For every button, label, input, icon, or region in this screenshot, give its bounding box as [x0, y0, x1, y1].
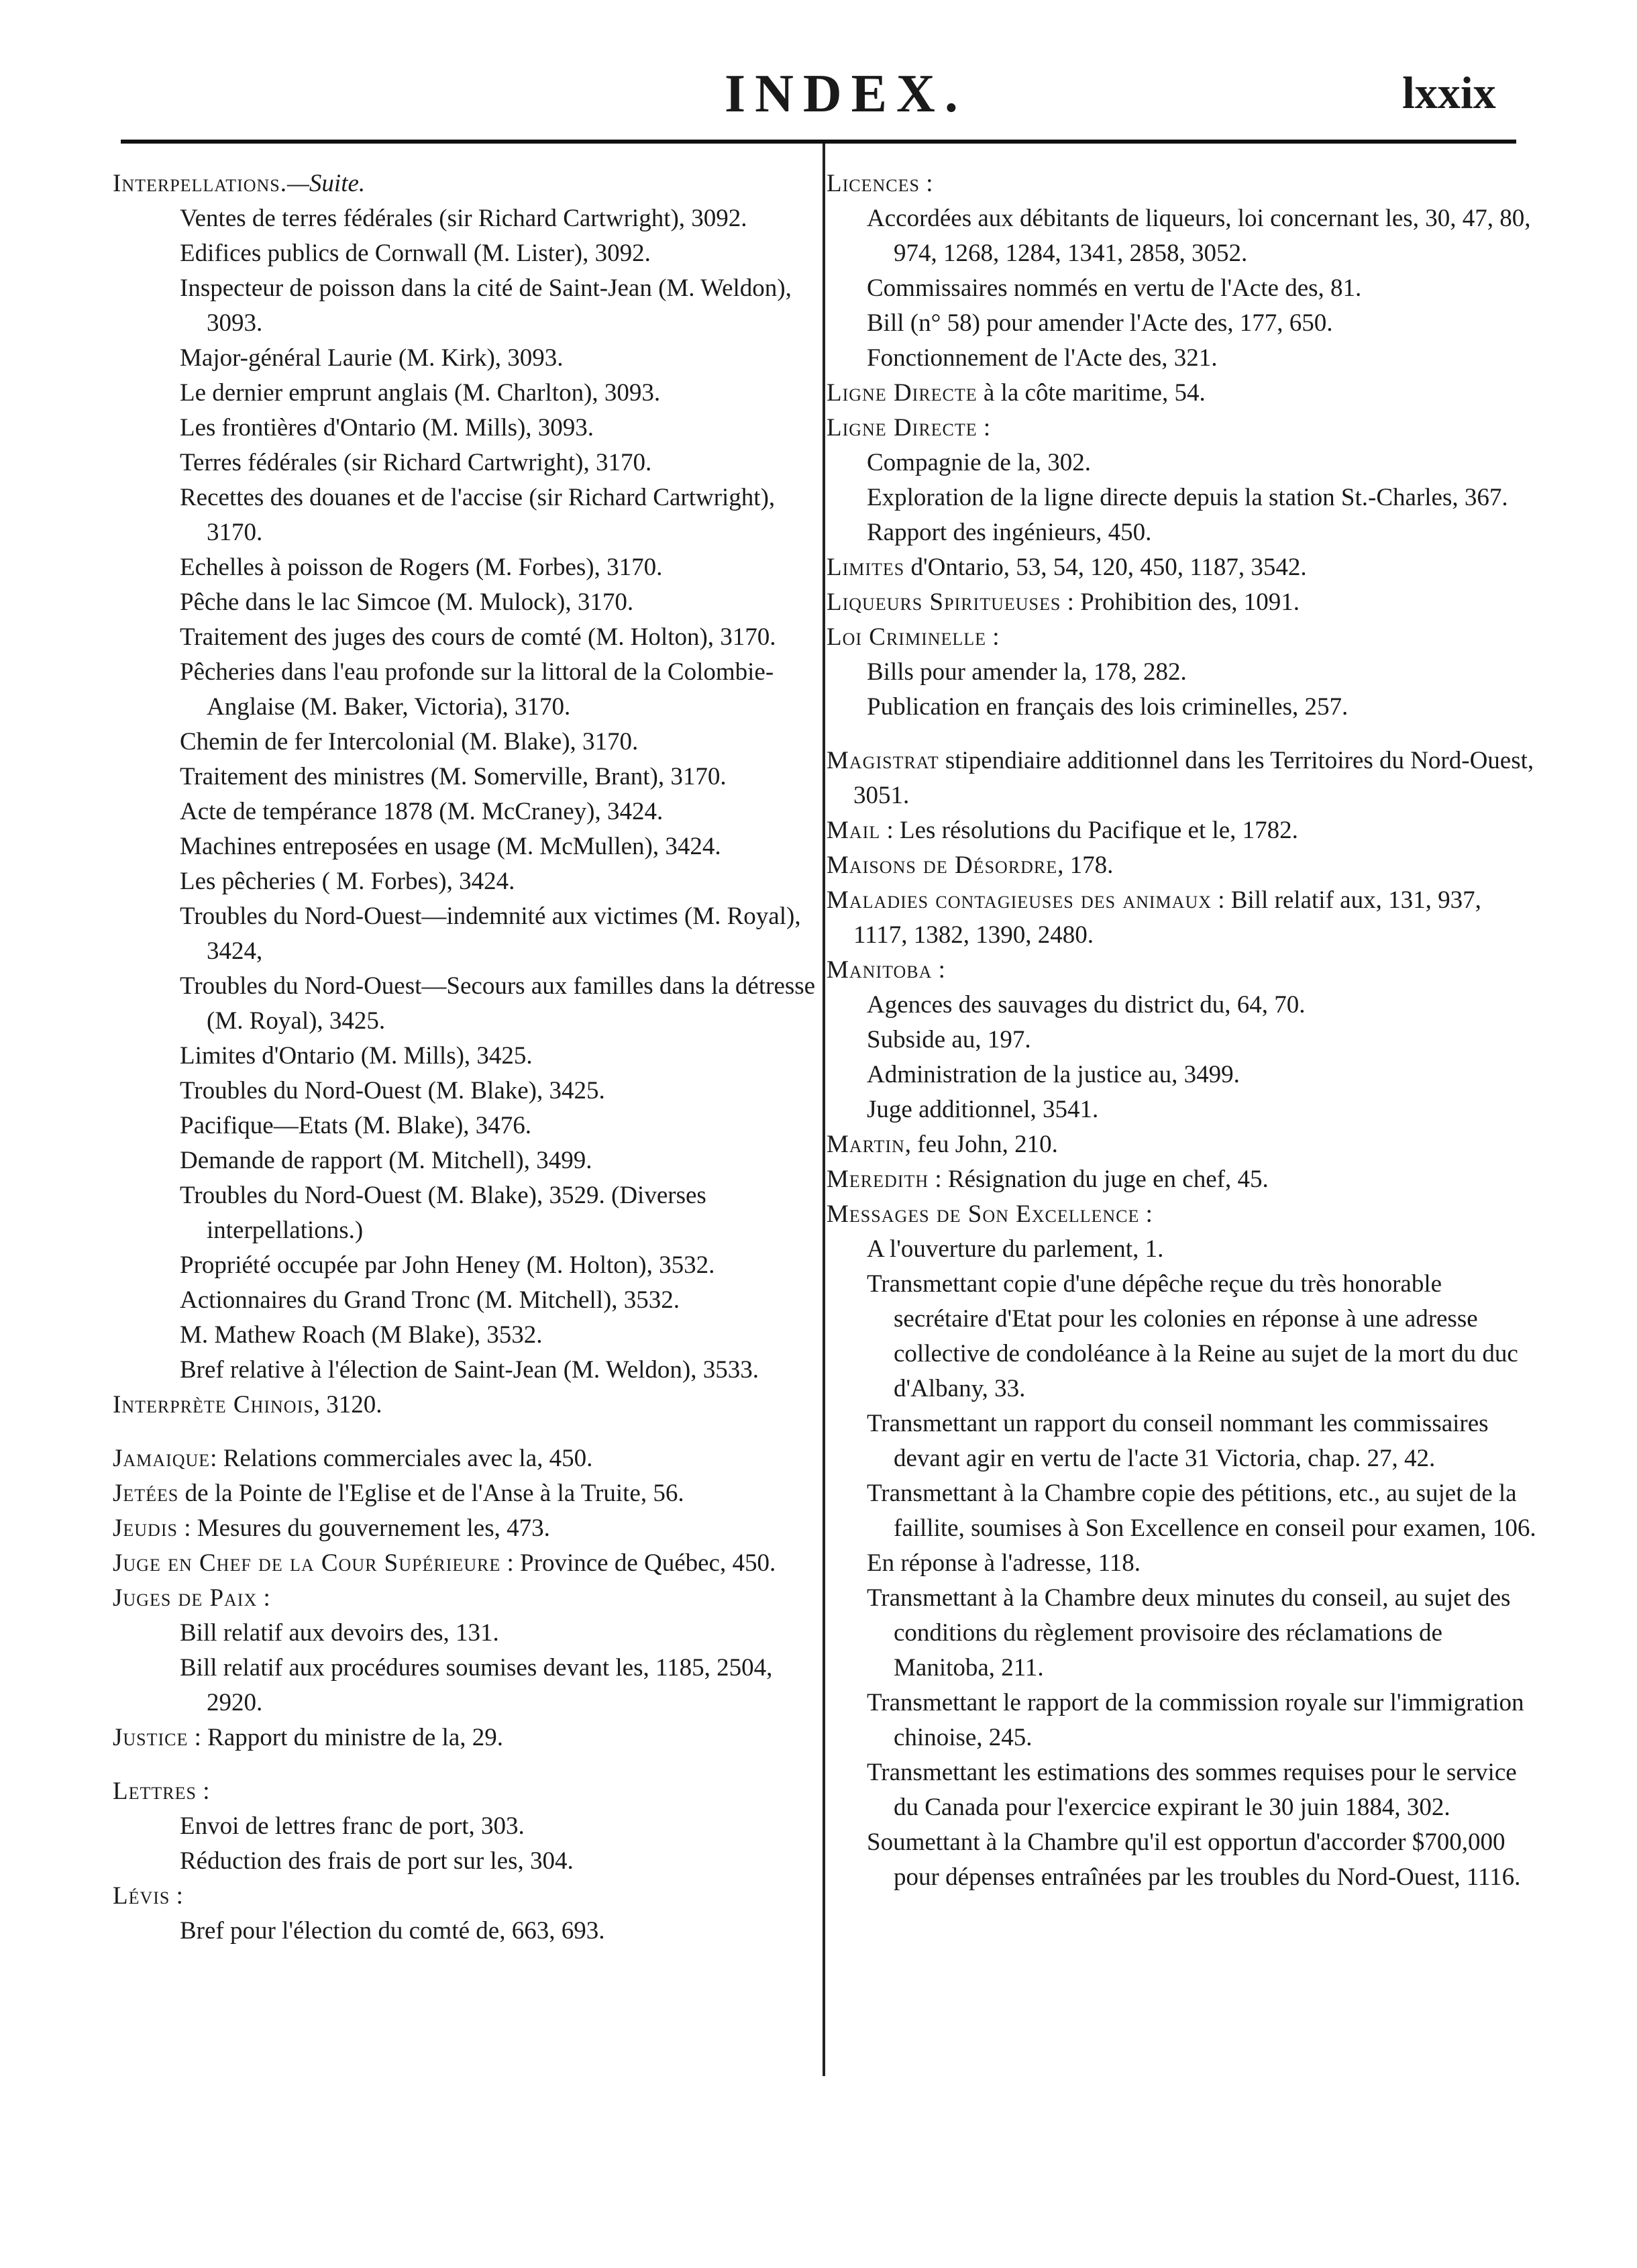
index-entry: [113, 1720, 817, 1755]
index-entry: [113, 1546, 817, 1581]
index-subentry: Réduction des frais de port sur les, 304.: [180, 1847, 574, 1875]
index-subentry: Acte de tempérance 1878 (M. McCraney), 3424.: [180, 798, 664, 825]
index-column-right: [827, 166, 1538, 1895]
entry-heading: Justice: [113, 1724, 189, 1751]
index-subentry: Traitement des juges des cours de comté (M. Holton), 3170.: [180, 623, 776, 651]
entry-text: stipendiaire additionnel dans les Territoires du Nord-Ouest, 3051.: [853, 747, 1534, 809]
entry-text: :: [977, 414, 991, 442]
entry-text: de la Pointe de l'Eglise et de l'Anse à la Truite, 56.: [178, 1480, 684, 1507]
index-entry: [827, 1127, 1538, 1162]
index-subentry: Soumettant à la Chambre qu'il est opportun d'accorder $700,000 pour dépenses entraînées par les troubles du Nord-Ouest, 1116.: [867, 1828, 1521, 1891]
index-subentry: Transmettant à la Chambre deux minutes du conseil, au sujet des conditions du règlement provisoire des réclamations de Manitoba, 211.: [867, 1584, 1511, 1682]
entry-text: , 178.: [1057, 852, 1114, 879]
index-subentry: Le dernier emprunt anglais (M. Charlton), 3093.: [180, 379, 661, 407]
index-subentry: Edifices publics de Cornwall (M. Lister), 3092.: [180, 240, 651, 267]
index-entry: [827, 376, 1538, 411]
entry-text: :: [257, 1584, 270, 1612]
entry-text: :: [932, 956, 945, 984]
index-entry: [113, 1388, 817, 1423]
index-subentry: M. Mathew Roach (M Blake), 3532.: [180, 1321, 543, 1349]
entry-text: :: [196, 1777, 210, 1805]
entry-heading: Lettres: [113, 1777, 197, 1805]
index-subentry: Troubles du Nord-Ouest—indemnité aux victimes (M. Royal), 3424,: [180, 903, 801, 965]
index-subentry: Pêche dans le lac Simcoe (M. Mulock), 3170.: [180, 588, 634, 616]
index-subentry: Machines entreposées en usage (M. McMullen), 3424.: [180, 833, 721, 860]
entry-heading: Ligne Directe: [827, 414, 978, 442]
index-entry: [113, 1581, 817, 1616]
index-entry: [113, 1476, 817, 1511]
entry-heading: Magistrat: [827, 747, 939, 774]
index-entry: [113, 1879, 817, 1914]
index-subentry: Troubles du Nord-Ouest (M. Blake), 3529. (Diverses interpellations.): [180, 1182, 706, 1244]
index-subentry: Propriété occupée par John Heney (M. Holton), 3532.: [180, 1251, 715, 1279]
entry-heading: Jetées: [113, 1480, 179, 1507]
index-subentry: Demande de rapport (M. Mitchell), 3499.: [180, 1147, 592, 1174]
entry-text: : Province de Québec, 450.: [500, 1549, 776, 1577]
entry-heading: Juge en Chef de la Cour Supérieure: [113, 1549, 501, 1577]
entry-text: , feu John, 210.: [904, 1131, 1058, 1158]
entry-heading: Interpellations.: [113, 170, 288, 197]
index-entry: [113, 166, 817, 201]
index-subentry: Juge additionnel, 3541.: [867, 1096, 1099, 1123]
page-title: INDEX.: [725, 64, 967, 123]
index-subentry: Administration de la justice au, 3499.: [867, 1061, 1240, 1088]
entry-heading: Maladies contagieuses des animaux: [827, 886, 1212, 914]
index-subentry: Envoi de lettres franc de port, 303.: [180, 1812, 525, 1840]
entry-continuation: —Suite.: [287, 170, 366, 197]
index-subentry: Les pêcheries ( M. Forbes), 3424.: [180, 868, 515, 895]
index-entry: [827, 166, 1538, 201]
index-subentry: Transmettant les estimations des sommes requises pour le service du Canada pour l'exercice expirant le 30 juin 1884, 302.: [867, 1759, 1517, 1821]
index-subentry: Ventes de terres fédérales (sir Richard Cartwright), 3092.: [180, 205, 747, 232]
entry-heading: Manitoba: [827, 956, 933, 984]
entry-heading: Lévis: [113, 1882, 170, 1910]
column-divider: [823, 144, 825, 2076]
index-subentry: Pacifique—Etats (M. Blake), 3476.: [180, 1112, 532, 1139]
index-entry: [827, 883, 1538, 953]
entry-text: :: [986, 623, 1000, 651]
entry-heading: Loi Criminelle: [827, 623, 987, 651]
entry-text: : Les résolutions du Pacifique et le, 1782.: [880, 817, 1298, 844]
entry-heading: Limites: [827, 554, 905, 581]
entry-heading: Licences: [827, 170, 920, 197]
entry-text: :: [919, 170, 933, 197]
entry-heading: Ligne Directe: [827, 379, 978, 407]
index-subentry: Compagnie de la, 302.: [867, 449, 1091, 476]
index-subentry: Bref pour l'élection du comté de, 663, 693.: [180, 1917, 605, 1945]
index-entry: [827, 813, 1538, 848]
index-subentry: Commissaires nommés en vertu de l'Acte des, 81.: [867, 274, 1362, 302]
index-subentry: Echelles à poisson de Rogers (M. Forbes), 3170.: [180, 554, 663, 581]
index-subentry: Pêcheries dans l'eau profonde sur la littoral de la Colombie-Anglaise (M. Baker, Victoria), 3170.: [180, 658, 774, 721]
entry-heading: Mail: [827, 817, 881, 844]
index-entry: [827, 411, 1538, 446]
entry-text: : Prohibition des, 1091.: [1061, 588, 1300, 616]
index-subentry: Bills pour amender la, 178, 282.: [867, 658, 1187, 686]
index-entry: [827, 1197, 1538, 1232]
header-rule: [121, 140, 1516, 144]
entry-heading: Jamaique: [113, 1445, 211, 1472]
index-entry: [827, 743, 1538, 813]
index-subentry: Bill (n° 58) pour amender l'Acte des, 177, 650.: [867, 309, 1333, 337]
index-entry: [113, 1441, 817, 1476]
index-subentry: Transmettant un rapport du conseil nommant les commissaires devant agir en vertu de l'acte 31 Victoria, chap. 27, 42.: [867, 1410, 1489, 1472]
index-entry: [113, 1511, 817, 1546]
index-subentry: Accordées aux débitants de liqueurs, loi concernant les, 30, 47, 80, 974, 1268, 1284, 1341, 2858, 3052.: [867, 205, 1531, 267]
index-subentry: A l'ouverture du parlement, 1.: [867, 1235, 1164, 1263]
index-entry: [827, 848, 1538, 883]
index-entry: [113, 1774, 817, 1809]
entry-text: à la côte maritime, 54.: [977, 379, 1206, 407]
page-header: [0, 0, 1637, 134]
entry-heading: Liqueurs Spiritueuses: [827, 588, 1061, 616]
entry-heading: Messages de Son Excellence: [827, 1200, 1140, 1228]
index-subentry: Subside au, 197.: [867, 1026, 1031, 1053]
entry-heading: Interprète Chinois: [113, 1391, 314, 1419]
entry-text: d'Ontario, 53, 54, 120, 450, 1187, 3542.: [904, 554, 1307, 581]
index-subentry: Bref relative à l'élection de Saint-Jean (M. Weldon), 3533.: [180, 1356, 759, 1384]
entry-heading: Meredith: [827, 1166, 929, 1193]
index-entry: [827, 620, 1538, 655]
index-subentry: Transmettant à la Chambre copie des pétitions, etc., au sujet de la faillite, soumises à Son Excellence en conseil pour examen, 106.: [867, 1480, 1536, 1542]
entry-text: : Résignation du juge en chef, 45.: [929, 1166, 1269, 1193]
index-subentry: Agences des sauvages du district du, 64, 70.: [867, 991, 1306, 1019]
entry-text: :: [170, 1882, 183, 1910]
entry-text: : Rapport du ministre de la, 29.: [188, 1724, 504, 1751]
index-subentry: Exploration de la ligne directe depuis la station St.-Charles, 367.: [867, 484, 1508, 511]
index-subentry: Recettes des douanes et de l'accise (sir Richard Cartwright), 3170.: [180, 484, 776, 546]
index-column-left: [113, 166, 817, 1949]
page-number: lxxix: [1402, 67, 1496, 118]
index-subentry: Troubles du Nord-Ouest (M. Blake), 3425.: [180, 1077, 605, 1104]
index-entry: [827, 550, 1538, 585]
index-subentry: Traitement des ministres (M. Somerville, Brant), 3170.: [180, 763, 727, 790]
index-entry: [827, 1162, 1538, 1197]
entry-heading: Maisons de Désordre: [827, 852, 1058, 879]
index-subentry: Rapport des ingénieurs, 450.: [867, 519, 1152, 546]
index-subentry: Bill relatif aux devoirs des, 131.: [180, 1619, 499, 1647]
index-subentry: Chemin de fer Intercolonial (M. Blake), 3170.: [180, 728, 639, 756]
entry-text: : Relations commerciales avec la, 450.: [210, 1445, 593, 1472]
index-subentry: Troubles du Nord-Ouest—Secours aux familles dans la détresse (M. Royal), 3425.: [180, 972, 816, 1035]
entry-text: , 3120.: [313, 1391, 382, 1419]
index-subentry: Inspecteur de poisson dans la cité de Saint-Jean (M. Weldon), 3093.: [180, 274, 792, 337]
entry-text: : Mesures du gouvernement les, 473.: [177, 1514, 550, 1542]
entry-heading: Jeudis: [113, 1514, 178, 1542]
index-subentry: Bill relatif aux procédures soumises devant les, 1185, 2504, 2920.: [180, 1654, 773, 1716]
index-subentry: Major-général Laurie (M. Kirk), 3093.: [180, 344, 564, 372]
entry-text: :: [1139, 1200, 1153, 1228]
index-entry: [827, 953, 1538, 988]
index-subentry: Transmettant copie d'une dépêche reçue du très honorable secrétaire d'Etat pour les colonies en réponse à une adresse collective de condoléance à la Reine au sujet de la mort du duc d'Albany, 33.: [867, 1270, 1518, 1402]
entry-heading: Juges de Paix: [113, 1584, 258, 1612]
index-subentry: Limites d'Ontario (M. Mills), 3425.: [180, 1042, 533, 1070]
index-subentry: En réponse à l'adresse, 118.: [867, 1549, 1141, 1577]
index-subentry: Terres fédérales (sir Richard Cartwright), 3170.: [180, 449, 652, 476]
entry-text: : Bill relatif aux, 131, 937, 1117, 1382, 1390, 2480.: [853, 886, 1481, 949]
index-entry: [827, 585, 1538, 620]
index-subentry: Les frontières d'Ontario (M. Mills), 3093.: [180, 414, 594, 442]
index-subentry: Publication en français des lois criminelles, 257.: [867, 693, 1349, 721]
entry-heading: Martin: [827, 1131, 905, 1158]
index-subentry: Transmettant le rapport de la commission royale sur l'immigration chinoise, 245.: [867, 1689, 1524, 1751]
index-subentry: Actionnaires du Grand Tronc (M. Mitchell), 3532.: [180, 1286, 680, 1314]
index-subentry: Fonctionnement de l'Acte des, 321.: [867, 344, 1218, 372]
